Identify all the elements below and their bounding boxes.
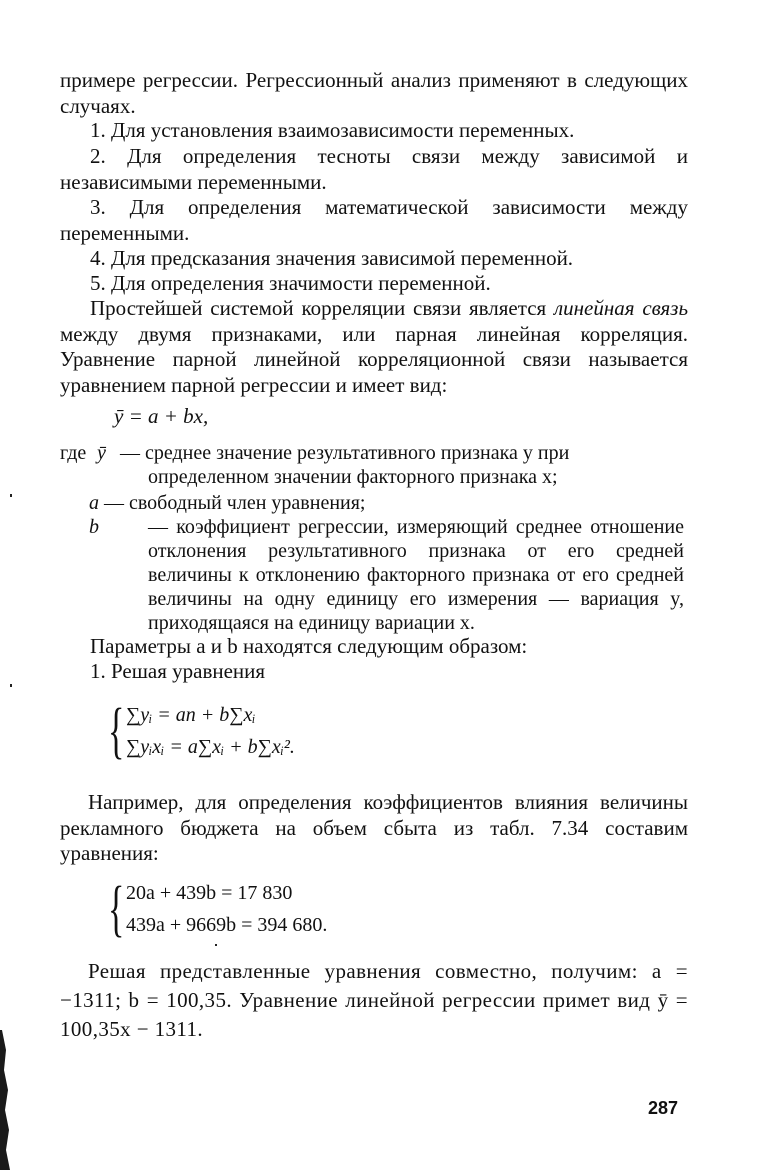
def-term-ybar: ȳ <box>97 442 106 464</box>
list-item-1: 1. Для установления взаимозависимости переменных. <box>90 118 575 142</box>
intro-paragraph: примере регрессии. Регрессионный анализ применяют в следующих случаях. <box>60 68 688 118</box>
definitions-block <box>60 441 700 634</box>
system1-row2: ∑yᵢxᵢ = a∑xᵢ + b∑xᵢ². <box>126 736 295 758</box>
system1-row1: ∑yᵢ = an + b∑xᵢ <box>126 704 256 726</box>
list-item-3: 3. Для определения математической зависимости между переменными. <box>60 195 688 245</box>
params-line: Параметры a и b находятся следующим образом: <box>90 634 528 658</box>
page-number: 287 <box>648 1098 679 1118</box>
step-1-line: 1. Решая уравнения <box>90 659 266 683</box>
def-term-b: b <box>89 516 99 538</box>
scan-speck <box>10 494 12 497</box>
scan-edge-shadow <box>0 1030 12 1170</box>
linear-term: линейная связь <box>553 296 689 320</box>
system2-row2: 439a + 9669b = 394 680. <box>126 914 328 936</box>
linear-paragraph-after: между двумя признаками, или парная линейная корреляция. Уравнение парной линейной корреляционной связи называется уравнением парной регрессии и имеет вид: <box>60 321 688 397</box>
def-text-ybar: — среднее значение результативного признака y при определенном значении факторного признака x; <box>120 442 570 488</box>
brace-icon: { <box>108 875 125 943</box>
list-item-5: 5. Для определения значимости переменной. <box>90 271 491 295</box>
result-paragraph: Решая представленные уравнения совместно, получим: a = −1311; b = 100,35. Уравнение линейной регрессии примет вид ȳ = 100,35x − 1311. <box>60 959 688 1041</box>
def-term-a: a <box>89 492 99 514</box>
regression-formula: ȳ = a + bx, <box>114 404 209 428</box>
example-paragraph: Например, для определения коэффициентов влияния величины рекламного бюджета на объем сбыта из табл. 7.34 составим уравнения: <box>60 790 688 865</box>
system2-row1: 20a + 439b = 17 830 <box>126 882 293 904</box>
def-text-b: — коэффициент регрессии, измеряющий среднее отношение отклонения результативного признака от его средней величины к отклонению факторного признака от его средней величины на одну единицу его измерения — вариация y, приходящаяся на единицу вариации x. <box>148 516 684 634</box>
equation-system-2 <box>108 875 408 948</box>
equation-system-1 <box>108 697 408 770</box>
list-item-2: 2. Для определения тесноты связи между зависимой и независимыми переменными. <box>60 144 688 194</box>
list-item-4: 4. Для предсказания значения зависимой переменной. <box>90 246 574 270</box>
where-label: где <box>60 442 87 464</box>
scan-speck <box>10 684 12 687</box>
def-text-a: — свободный член уравнения; <box>104 492 366 514</box>
scan-speck <box>215 944 217 946</box>
linear-paragraph-before: Простейшей системой корреляции связи является <box>90 296 554 320</box>
linear-paragraph <box>60 296 688 398</box>
brace-icon: { <box>108 697 125 765</box>
